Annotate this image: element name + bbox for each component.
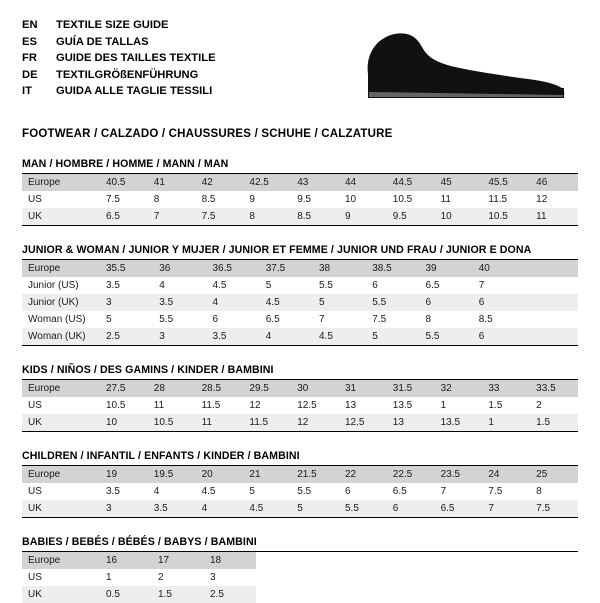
cell: 6	[344, 485, 351, 497]
cell: 13.5	[392, 399, 413, 411]
cell: 7.5	[488, 485, 503, 497]
row-label: Europe	[22, 174, 100, 191]
table-row	[22, 569, 578, 586]
language-title-list	[22, 18, 216, 101]
cell: 8.5	[291, 208, 339, 225]
row-label: Europe	[22, 552, 100, 569]
size-table-body	[22, 552, 578, 603]
cell: 13.5	[435, 414, 483, 431]
cell: 40.5	[100, 174, 148, 191]
cell: 40	[473, 260, 526, 277]
cell: 46	[530, 174, 578, 191]
cell: 7	[440, 485, 447, 497]
cell: 23.5	[435, 466, 483, 483]
cell: 36	[153, 260, 206, 277]
cell: 11	[196, 414, 244, 431]
language-row	[22, 18, 216, 35]
cell: 9	[339, 208, 387, 225]
cell: 6	[473, 328, 526, 345]
cell: 5.5	[420, 328, 473, 345]
cell: 44.5	[387, 174, 435, 191]
cell: 5	[106, 313, 112, 325]
cell: 6.5	[392, 485, 407, 497]
cell: 4.5	[313, 328, 366, 345]
cell: 11	[440, 193, 451, 205]
size-group-kids	[22, 364, 578, 432]
language-title: TEXTILGRÖßENFÜHRUNG	[56, 68, 199, 81]
table-row	[22, 260, 578, 277]
cell: 10	[100, 414, 148, 431]
row-label: Europe	[22, 260, 100, 277]
size-table-babies	[22, 552, 578, 603]
row-label: UK	[22, 500, 100, 517]
cell: 11.5	[488, 193, 508, 205]
cell: 4.5	[243, 500, 291, 517]
language-code: FR	[22, 52, 37, 64]
cell: 3.5	[148, 500, 196, 517]
cell: 32	[435, 380, 483, 397]
table-row	[22, 397, 578, 414]
table-row	[22, 277, 578, 294]
size-group-babies	[22, 536, 578, 603]
table-row	[22, 328, 578, 345]
cell: 5.5	[339, 500, 387, 517]
cell: 7	[319, 313, 325, 325]
document-header	[22, 18, 578, 114]
group-label: BABIES / BEBÉS / BÉBÉS / BABYS / BAMBINI	[22, 536, 257, 548]
cell: 33.5	[530, 380, 578, 397]
table-row	[22, 500, 578, 517]
table-row	[22, 311, 578, 328]
size-group-children	[22, 450, 578, 518]
language-code: DE	[22, 68, 38, 81]
size-group-junior-woman	[22, 244, 578, 346]
cell-empty	[526, 294, 578, 311]
table-row	[22, 414, 578, 431]
cell: 1	[106, 571, 112, 583]
cell: 31	[339, 380, 387, 397]
cell: 2	[158, 571, 164, 583]
language-row	[22, 51, 216, 68]
cell: 1	[482, 414, 530, 431]
cell: 5	[249, 485, 255, 497]
language-row	[22, 84, 216, 101]
table-row	[22, 294, 578, 311]
cell: 9	[249, 193, 255, 205]
cell-empty	[526, 260, 578, 277]
table-row	[22, 483, 578, 500]
row-label: Junior (UK)	[22, 294, 100, 311]
language-row	[22, 35, 216, 52]
cell: 8	[243, 208, 291, 225]
group-label: JUNIOR & WOMAN / JUNIOR Y MUJER / JUNIOR ET FEMME / JUNIOR UND FRAU / JUNIOR E DONA	[22, 244, 532, 256]
divider	[22, 431, 578, 432]
group-label: MAN / HOMBRE / HOMME / MANN / MAN	[22, 158, 229, 170]
cell: 3	[100, 500, 148, 517]
cell: 12.5	[297, 399, 317, 411]
cell: 8.5	[201, 193, 216, 205]
cell: 6.5	[425, 279, 440, 291]
table-row	[22, 380, 578, 397]
language-row	[22, 68, 216, 85]
cell: 28	[148, 380, 196, 397]
cell: 7.5	[530, 500, 578, 517]
category-title: FOOTWEAR / CALZADO / CHAUSSURES / SCHUHE / CALZATURE	[22, 128, 393, 140]
cell: 21	[243, 466, 291, 483]
cell: 3.5	[207, 328, 260, 345]
cell: 7.5	[196, 208, 244, 225]
cell: 6	[420, 294, 473, 311]
size-table-body	[22, 260, 578, 345]
cell: 13	[387, 414, 435, 431]
size-table-body	[22, 174, 578, 225]
cell: 12	[291, 414, 339, 431]
cell: 11.5	[243, 414, 291, 431]
size-group-man	[22, 158, 578, 226]
cell: 4	[153, 485, 160, 497]
cell: 41	[148, 174, 196, 191]
cell: 38	[313, 260, 366, 277]
cell: 5	[313, 294, 366, 311]
cell: 16	[100, 552, 152, 569]
row-label: Europe	[22, 380, 100, 397]
cell: 4.5	[212, 279, 227, 291]
dress-shoe-icon	[360, 26, 570, 104]
cell: 3.5	[106, 279, 120, 291]
cell-empty	[526, 328, 578, 345]
cell: 31.5	[387, 380, 435, 397]
cell: 3	[210, 571, 216, 583]
cell: 19.5	[148, 466, 196, 483]
group-label: CHILDREN / INFANTIL / ENFANTS / KINDER / BAMBINI	[22, 450, 300, 462]
cell: 25	[530, 466, 578, 483]
cell: 4.5	[201, 485, 216, 497]
cell: 3	[100, 294, 153, 311]
cell: 7	[148, 208, 196, 225]
cell: 5	[291, 500, 339, 517]
cell: 1.5	[152, 586, 204, 603]
language-code: EN	[22, 19, 38, 31]
cell: 8	[153, 193, 160, 205]
cell: 4.5	[260, 294, 313, 311]
cell: 29.5	[243, 380, 291, 397]
cell: 28.5	[196, 380, 244, 397]
cell: 9.5	[387, 208, 435, 225]
cell: 2.5	[204, 586, 256, 603]
cell: 10.5	[106, 399, 126, 411]
cell: 45	[435, 174, 483, 191]
row-label: Woman (UK)	[22, 328, 100, 345]
cell: 20	[196, 466, 244, 483]
size-table-children	[22, 466, 578, 517]
cell: 35.5	[100, 260, 153, 277]
divider	[22, 225, 578, 226]
cell: 7	[478, 279, 485, 291]
cell: 8	[536, 485, 542, 497]
size-table-kids	[22, 380, 578, 431]
cell: 3.5	[106, 485, 120, 497]
cell: 33	[482, 380, 530, 397]
cell: 5.5	[319, 279, 333, 291]
row-label: US	[28, 571, 42, 583]
cell: 10	[435, 208, 483, 225]
divider	[22, 517, 578, 518]
cell: 1	[440, 399, 447, 411]
cell: 42	[196, 174, 244, 191]
language-title: TEXTILE SIZE GUIDE	[56, 19, 169, 31]
cell: 43	[291, 174, 339, 191]
cell: 30	[291, 380, 339, 397]
cell: 7.5	[106, 193, 120, 205]
cell: 2.5	[100, 328, 153, 345]
cell: 12	[249, 399, 261, 411]
cell: 8	[425, 313, 432, 325]
cell: 18	[204, 552, 256, 569]
cell: 10	[344, 193, 357, 205]
cell: 22	[339, 466, 387, 483]
cell: 38.5	[366, 260, 419, 277]
language-code: IT	[22, 85, 32, 97]
cell: 42.5	[243, 174, 291, 191]
cell: 12.5	[339, 414, 387, 431]
cell: 7	[482, 500, 530, 517]
cell: 5.5	[159, 313, 174, 325]
cell: 6	[473, 294, 526, 311]
cell: 11.5	[201, 399, 221, 411]
cell: 1.5	[488, 399, 503, 411]
group-label: KIDS / NIÑOS / DES GAMINS / KINDER / BAMBINI	[22, 364, 274, 376]
cell: 11	[530, 208, 578, 225]
cell: 22.5	[387, 466, 435, 483]
row-label: UK	[22, 414, 100, 431]
cell: 12	[536, 193, 548, 205]
cell: 10.5	[392, 193, 413, 205]
cell: 5.5	[297, 485, 312, 497]
cell: 9.5	[297, 193, 312, 205]
table-row	[22, 191, 578, 208]
table-row	[22, 586, 578, 603]
cell: 24	[482, 466, 530, 483]
cell: 21.5	[291, 466, 339, 483]
cell: 4	[260, 328, 313, 345]
cell: 6	[387, 500, 435, 517]
cell: 44	[339, 174, 387, 191]
cell: 5.5	[366, 294, 419, 311]
cell: 8.5	[478, 313, 493, 325]
row-label: US	[28, 485, 42, 497]
size-table-man	[22, 174, 578, 225]
cell: 36.5	[207, 260, 260, 277]
row-label: Woman (US)	[28, 313, 86, 325]
cell: 2	[536, 399, 542, 411]
cell: 6.5	[435, 500, 483, 517]
cell: 5	[265, 279, 272, 291]
row-label: US	[28, 399, 42, 411]
cell: 10.5	[482, 208, 530, 225]
cell-empty	[256, 569, 578, 586]
cell-empty	[526, 311, 578, 328]
cell: 19	[100, 466, 148, 483]
table-row	[22, 466, 578, 483]
cell: 11	[153, 399, 165, 411]
cell: 7.5	[372, 313, 387, 325]
language-title: GUÍA DE TALLAS	[56, 35, 149, 48]
table-row	[22, 208, 578, 225]
size-table-body	[22, 380, 578, 431]
language-code: ES	[22, 35, 37, 48]
cell: 3	[153, 328, 206, 345]
cell-empty	[256, 586, 578, 603]
row-label: UK	[22, 586, 100, 603]
cell: 45.5	[482, 174, 530, 191]
table-row	[22, 552, 578, 569]
row-label: US	[28, 193, 42, 205]
cell: 4	[207, 294, 260, 311]
cell: 5	[366, 328, 419, 345]
cell: 6	[372, 279, 378, 291]
cell-empty	[256, 552, 578, 569]
cell: 0.5	[100, 586, 152, 603]
cell: 17	[152, 552, 204, 569]
cell: 6	[212, 313, 219, 325]
cell: 6.5	[100, 208, 148, 225]
language-title: GUIDA ALLE TAGLIE TESSILI	[56, 85, 213, 97]
row-label: UK	[22, 208, 100, 225]
cell: 27.5	[100, 380, 148, 397]
cell: 10.5	[148, 414, 196, 431]
cell: 39	[420, 260, 473, 277]
cell: 4	[196, 500, 244, 517]
cell-empty	[526, 277, 578, 294]
divider	[22, 345, 578, 346]
cell: 3.5	[153, 294, 206, 311]
cell: 37.5	[260, 260, 313, 277]
cell: 4	[159, 279, 165, 291]
table-row	[22, 174, 578, 191]
cell: 6.5	[265, 313, 280, 325]
row-label: Europe	[22, 466, 100, 483]
size-table-junior-woman	[22, 260, 578, 345]
row-label: Junior (US)	[28, 279, 79, 291]
size-table-body	[22, 466, 578, 517]
cell: 13	[344, 399, 357, 411]
cell: 1.5	[530, 414, 578, 431]
language-title: GUIDE DES TAILLES TEXTILE	[56, 52, 216, 64]
language-title-list-body	[22, 18, 216, 101]
